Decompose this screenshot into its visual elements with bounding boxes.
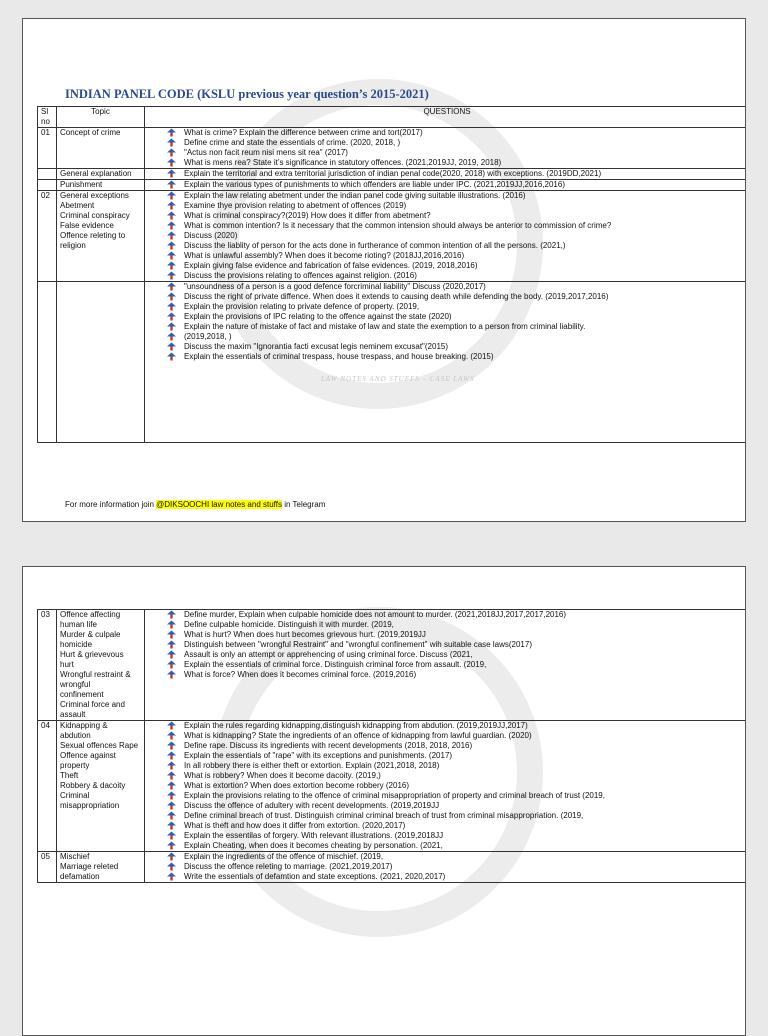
question-text: Examine thye provision relating to abetment of offences (2019) [184,201,407,210]
arrow-bullet-icon [166,261,178,271]
question-item [166,811,746,821]
question-text: What is crime? Explain the difference between crime and tort(2017) [184,128,423,137]
question-text: Explain the essentials of "rape" with its exceptions and punishments. (2017) [184,751,453,760]
topic-label: Offence releting to [60,231,126,240]
question-text: Discuss the provisions relating to offences against religion. (2016) [184,271,417,280]
question-item [166,821,746,831]
question-item [166,852,746,862]
table-row [38,128,747,169]
topic-label: Criminal [60,791,90,800]
row-questions [145,180,747,191]
arrow-bullet-icon [166,241,178,251]
arrow-bullet-icon [166,791,178,801]
question-item [166,138,746,148]
arrow-bullet-icon [166,302,178,312]
arrow-bullet-icon [166,801,178,811]
document-page-1 [22,18,746,522]
arrow-bullet-icon [166,731,178,741]
question-item [166,791,746,801]
arrow-bullet-icon [166,821,178,831]
question-item [166,771,746,781]
page-title: INDIAN PANEL CODE (KSLU previous year question’s 2015-2021) [65,87,429,101]
table-row [38,610,747,721]
question-item [166,180,746,190]
question-text: Explain the rules regarding kidnapping,distinguish kidnapping from abdution. (2019,2019JJ,2017) [184,721,528,730]
question-list [148,282,746,362]
question-list [148,610,746,680]
question-text: Define culpable homicide. Distinguish it with murder. (2019, [184,620,394,629]
arrow-bullet-icon [166,221,178,231]
question-list [148,721,746,851]
arrow-bullet-icon [166,630,178,640]
question-item [166,670,746,680]
topic-label: Sexual offences Rape [60,741,139,750]
arrow-bullet-icon [166,201,178,211]
question-item [166,841,746,851]
question-text: Define murder, Explain when culpable homicide does not amount to murder. (2021,2018JJ,2017,2017,2016) [184,610,567,619]
row-topics [57,721,145,852]
telegram-channel-link[interactable]: @DIKSOOCHI law notes and stuffs [156,500,282,509]
question-item [166,261,746,271]
topic-label: Punishment [60,180,103,189]
topic-label: homicide [60,640,93,649]
question-text: Explain the provision relating to private defence of property. (2019, [184,302,420,311]
topic-label: confinement [60,690,104,699]
question-text: Explain the essentilas of forgery. With relevant illustrations. (2019,2018JJ [184,831,444,840]
row-topics [57,282,145,443]
row-topics [57,169,145,180]
footer-note [65,500,325,509]
row-sl-number [38,180,57,191]
question-text: Assault is only an attempt or apprehencing of using criminal force. Discuss (2021, [184,650,473,659]
table-row [38,169,747,180]
question-list [148,852,746,882]
arrow-bullet-icon [166,841,178,851]
header-topic: Topic [57,107,145,128]
topic-label: defamation [60,872,100,881]
arrow-bullet-icon [166,211,178,221]
question-item [166,158,746,168]
question-text: What is hurt? When does hurt becomes grievous hurt. (2019,2019JJ [184,630,426,639]
question-item [166,342,746,352]
table-row [38,191,747,282]
row-sl-number: 05 [38,852,57,883]
question-list [148,180,746,190]
question-item [166,352,746,362]
arrow-bullet-icon [166,352,178,362]
question-item [166,721,746,731]
question-item [166,630,746,640]
question-text: Write the essentials of defamtion and state exceptions. (2021, 2020,2017) [184,872,446,881]
topic-label: Marriage releted [60,862,119,871]
row-topics [57,610,145,721]
arrow-bullet-icon [166,640,178,650]
question-item [166,650,746,660]
table-row [38,282,747,443]
arrow-bullet-icon [166,191,178,201]
question-item [166,251,746,261]
question-item [166,169,746,179]
arrow-bullet-icon [166,158,178,168]
question-text: In all robbery there is either theft or extortion. Explain (2021,2018, 2018) [184,761,440,770]
arrow-bullet-icon [166,292,178,302]
question-text: What is kidnapping? State the ingredients of an offence of kidnapping from lawful guardian. (2020) [184,731,532,740]
row-sl-number [38,282,57,443]
row-topics [57,191,145,282]
header-questions: QUESTIONS [145,107,747,128]
question-text: Define criminal breach of trust. Distinguish criminal criminal breach of trust from criminal misappropriation. (2019, [184,811,584,820]
arrow-bullet-icon [166,831,178,841]
question-item [166,302,746,312]
row-questions [145,169,747,180]
arrow-bullet-icon [166,322,178,332]
question-item [166,801,746,811]
document-page-2 [22,566,746,1036]
arrow-bullet-icon [166,251,178,261]
footer-prefix: For more information join [65,500,157,509]
question-text: Define rape. Discuss its ingredients with recent developments (2018, 2018, 2016) [184,741,473,750]
question-text: What is common intention? Is it necessary that the common intension should always be anterior to commission of crime? [184,221,612,230]
question-list [148,128,746,168]
question-item [166,148,746,158]
arrow-bullet-icon [166,751,178,761]
question-item [166,282,746,292]
row-sl-number: 02 [38,191,57,282]
question-item [166,292,746,302]
question-text: What is force? When does it becomes criminal force. (2019,2016) [184,670,417,679]
topic-label: Criminal force and [60,700,125,709]
topic-label: Criminal conspiracy [60,211,130,220]
question-text: Define crime and state the essentials of crime. (2020, 2018, ) [184,138,401,147]
question-item [166,731,746,741]
arrow-bullet-icon [166,138,178,148]
row-questions [145,610,747,721]
topic-label: human life [60,620,97,629]
arrow-bullet-icon [166,721,178,731]
row-questions [145,852,747,883]
questions-table-1 [37,106,746,443]
question-item [166,201,746,211]
question-text: Discuss (2020) [184,231,238,240]
question-item [166,781,746,791]
question-text: Explain Cheating, when does it becomes cheating by personation. (2021, [184,841,443,850]
row-questions [145,721,747,852]
row-sl-number: 03 [38,610,57,721]
arrow-bullet-icon [166,771,178,781]
question-text: Discuss the offence of adultery with recent developments. (2019,2019JJ [184,801,440,810]
question-item [166,660,746,670]
arrow-bullet-icon [166,761,178,771]
question-text: Explain the provisions relating to the offence of criminal misappropriation of property and criminal breach of trust (2019, [184,791,605,800]
arrow-bullet-icon [166,231,178,241]
arrow-bullet-icon [166,660,178,670]
arrow-bullet-icon [166,128,178,138]
arrow-bullet-icon [166,312,178,322]
question-item [166,761,746,771]
question-text: Distinguish between "wrongful Restraint" and "wrongful confinement" wih suitable case laws(2017) [184,640,532,649]
question-text: What is unlawful assembly? When does it become rioting? (2018JJ,2016,2016) [184,251,465,260]
question-text: What is extortion? When does extortion become robbery (2016) [184,781,410,790]
row-questions [145,282,747,443]
arrow-bullet-icon [166,169,178,179]
arrow-bullet-icon [166,650,178,660]
question-text: What is criminal conspiracy?(2019) How does it differ from abetment? [184,211,431,220]
question-text: Explain the ingredients of the offence of mischief. (2019, [184,852,384,861]
topic-label: Hurt & grievevous [60,650,124,659]
question-text: Explain the essentials of criminal trespass, house trespass, and house breaking. (2015) [184,352,494,361]
arrow-bullet-icon [166,741,178,751]
arrow-bullet-icon [166,811,178,821]
row-questions [145,128,747,169]
question-item [166,610,746,620]
question-text: Discuss the right of private diffence. When does it extends to causing death while defending the body. (2019,2017,2016) [184,292,609,301]
arrow-bullet-icon [166,342,178,352]
question-text: Explain the provisions of IPC relating to the offence against the state (2020) [184,312,452,321]
row-sl-number [38,169,57,180]
arrow-bullet-icon [166,670,178,680]
question-text: Discuss the maxim "Ignorantia facti excusat legis neminem excusat"(2015) [184,342,449,351]
topic-label: assault [60,710,86,719]
question-item [166,620,746,630]
question-item [166,872,746,882]
question-text: "Actus non facit reum nisi mens sit rea" (2017) [184,148,348,157]
topic-label: misappropriation [60,801,120,810]
arrow-bullet-icon [166,862,178,872]
arrow-bullet-icon [166,148,178,158]
question-item [166,332,746,342]
question-item [166,231,746,241]
question-item [166,241,746,251]
arrow-bullet-icon [166,620,178,630]
topic-label: Abetment [60,201,95,210]
arrow-bullet-icon [166,271,178,281]
topic-label: abdution [60,731,91,740]
question-text: "unsoundness of a person is a good defence forcriminal liability" Discuss (2020,2017) [184,282,486,291]
table-row [38,852,747,883]
topic-label: wrongful [60,680,91,689]
topic-label: Offence against [60,751,116,760]
table-row [38,180,747,191]
table-header-row [38,107,747,128]
question-text: Discuss the liablity of person for the acts done in furtherance of common intention of all the persons. (2021,) [184,241,566,250]
topic-label: Mischief [60,852,90,861]
question-text: Discuss the offence releting to marriage. (2021,2019,2017) [184,862,393,871]
row-topics [57,128,145,169]
topic-label: Murder & culpale [60,630,121,639]
question-item [166,271,746,281]
arrow-bullet-icon [166,180,178,190]
question-text: Explain giving false evidence and fabrication of false evidences. (2019, 2018,2016) [184,261,478,270]
question-list [148,191,746,281]
arrow-bullet-icon [166,282,178,292]
topic-label: General explanation [60,169,132,178]
topic-label: General exceptions [60,191,129,200]
row-sl-number: 01 [38,128,57,169]
row-topics [57,180,145,191]
question-text: Explain the law relating abetment under the indian panel code giving suitable illustrations. (2016) [184,191,526,200]
question-item [166,751,746,761]
question-text: What is theft and how does it differ from extortion. (2020,2017) [184,821,406,830]
topic-label: property [60,761,90,770]
row-topics [57,852,145,883]
row-sl-number: 04 [38,721,57,852]
topic-label: religion [60,241,86,250]
topic-label: Concept of crime [60,128,121,137]
footer-suffix: in Telegram [281,500,326,509]
question-text: What is mens rea? State it’s significance in statutory offences. (2021,2019JJ, 2019, 2018) [184,158,502,167]
questions-table-2 [37,609,746,883]
question-list [148,169,746,179]
topic-label: Theft [60,771,79,780]
arrow-bullet-icon [166,852,178,862]
question-text: Explain the essentials of criminal force. Distinguish criminal force from assault. (2019, [184,660,487,669]
topic-label: Wrongful restraint & [60,670,131,679]
question-text: What is robbery? When does it become dacoity. (2019,) [184,771,381,780]
question-text: Explain the various types of punishments to which offenders are liable under IPC. (2021,2019JJ,2016,2016) [184,180,565,189]
arrow-bullet-icon [166,872,178,882]
topic-label: Offence affecting [60,610,121,619]
question-item [166,211,746,221]
topic-label: Kidnapping & [60,721,108,730]
question-item [166,862,746,872]
arrow-bullet-icon [166,781,178,791]
topic-label: hurt [60,660,74,669]
arrow-bullet-icon [166,610,178,620]
arrow-bullet-icon [166,332,178,342]
question-item [166,191,746,201]
question-item [166,831,746,841]
question-item [166,640,746,650]
header-sl: Sl no [38,107,57,128]
row-questions [145,191,747,282]
question-item [166,221,746,231]
topic-label: Robbery & dacoity [60,781,126,790]
question-text: Explain the nature of mistake of fact and mistake of law and state the exemption to a person from criminal liability. [184,322,586,331]
question-item [166,128,746,138]
question-item [166,741,746,751]
question-item [166,312,746,322]
watermark-text: LAW NOTES AND STUFFS – CASE LAWS [321,375,475,383]
question-text: (2019,2018, ) [184,332,232,341]
question-item [166,322,746,332]
topic-label: False evidence [60,221,114,230]
table-row [38,721,747,852]
question-text: Explain the territorial and extra territorial jurisdiction of indian penal code(2020, 2018) with exceptions. (2019DD,2021) [184,169,602,178]
